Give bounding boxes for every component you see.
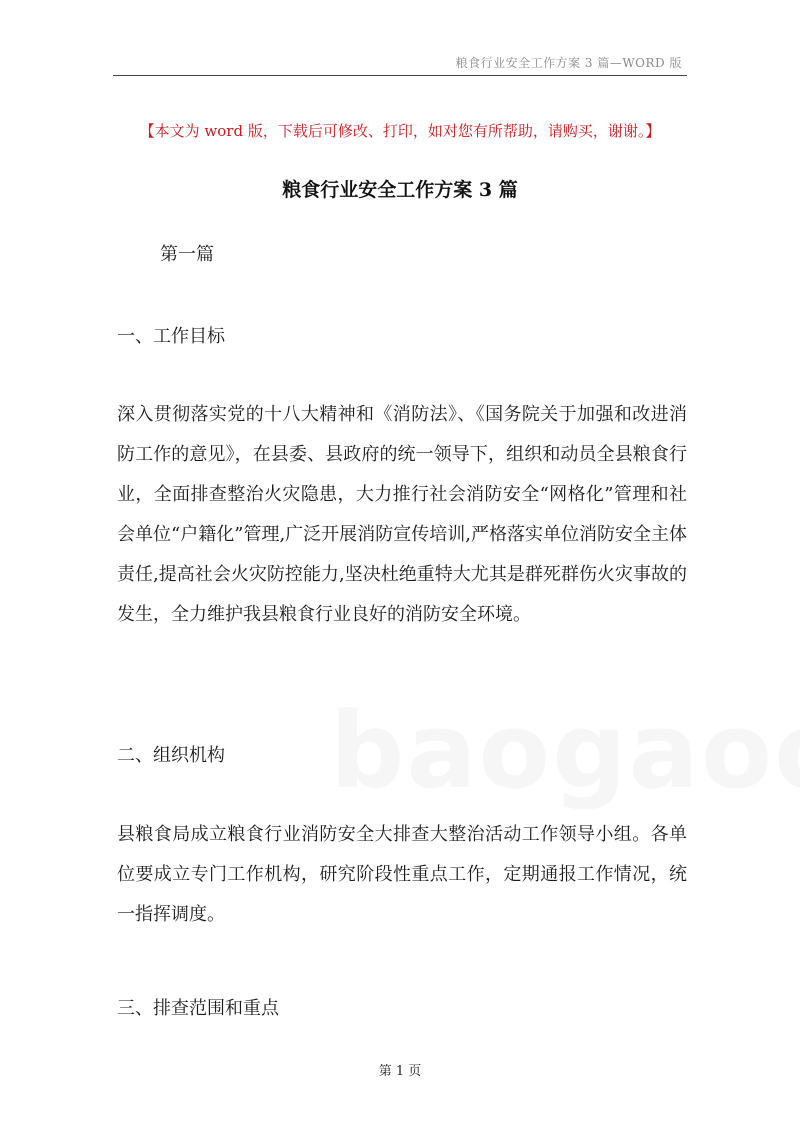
section-heading-scope: 三、排查范围和重点 xyxy=(117,998,279,1019)
purchase-notice: 【本文为 word 版，下载后可修改、打印，如对您有所帮助，请购买，谢谢。】 xyxy=(139,122,661,140)
page-number: 第 1 页 xyxy=(378,1064,422,1079)
header-divider xyxy=(113,75,687,76)
document-title: 粮食行业安全工作方案 3 篇 xyxy=(282,179,518,201)
section-paragraph-organization: 县粮食局成立粮食行业消防安全大排查大整治活动工作领导小组。各单位要成立专门工作机构，研究阶段性重点工作，定期通报工作情况，统一指挥调度。 xyxy=(117,824,687,925)
watermark xyxy=(330,690,800,812)
running-header: 粮食行业安全工作方案 3 篇—WORD 版 xyxy=(455,56,682,70)
section-heading-goals: 一、工作目标 xyxy=(117,326,225,347)
section-heading-organization: 二、组织机构 xyxy=(117,745,225,766)
part-label: 第一篇 xyxy=(160,244,214,265)
section-paragraph-goals: 深入贯彻落实党的十八大精神和《消防法》、《国务院关于加强和改进消防工作的意见》，在县委、县政府的统一领导下，组织和动员全县粮食行业，全面排查整治火灾隐患，大力推行社会消防安全“网格化”管理和社会单位“户籍化”管理,广泛开展消防宣传培训,严格落实单位消防安全主体责任,提高社会火灾防控能力,坚决杜绝重特大尤其是群死群伤火灾事故的发生，全力维护我县粮食行业良好的消防安全环境。 xyxy=(117,404,687,625)
